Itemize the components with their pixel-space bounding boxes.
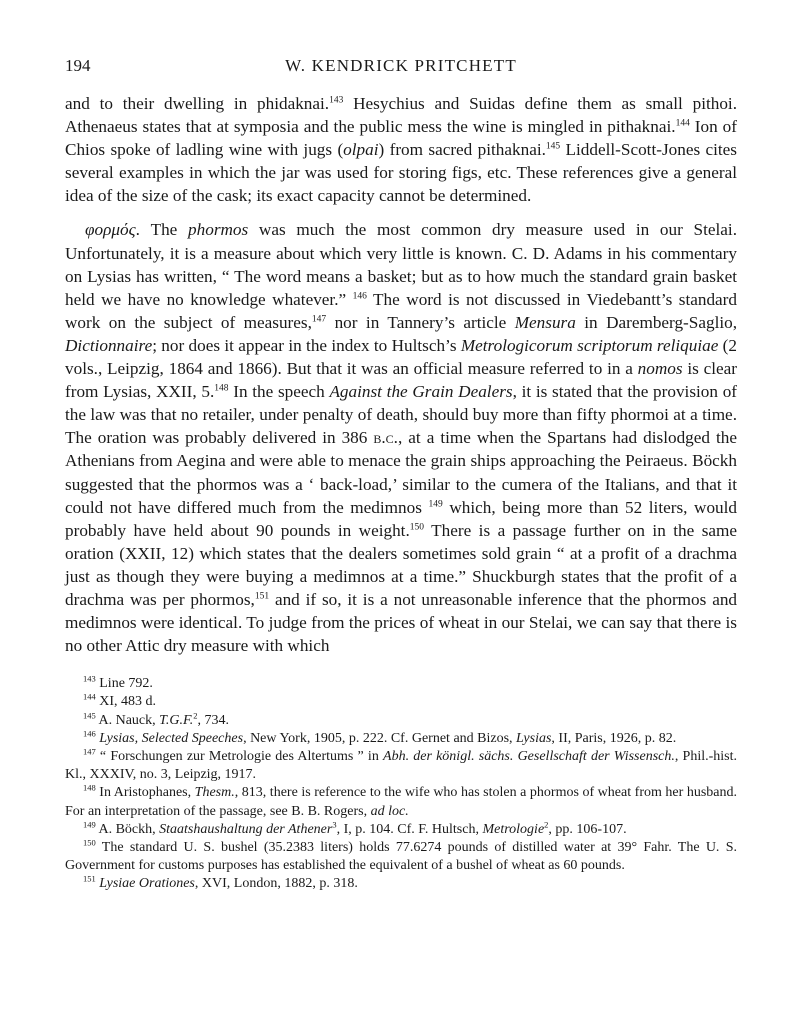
footnote-ref-148[interactable]: 148 (214, 383, 229, 394)
footnote-149: $^{149}$ A. Böckh, Staatshaushaltung der Athener$^3$, I, p. 104. Cf. F. Hultsch, Metrologie$^2$, pp. 106-107. (83, 819, 627, 837)
footnote-ref-147[interactable]: 147 (311, 314, 327, 325)
footnote-ref-145[interactable]: 145 (545, 141, 561, 152)
footnote-ref-143[interactable]: 143 (329, 95, 344, 106)
page (65, 52, 737, 894)
running-head: W. KENDRICK PRITCHETT (285, 56, 517, 75)
paragraph-1: and to their dwelling in phidaknai.$^{143}$ Hesychius and Suidas define them as small pithoi. Athenaeus states that at symposia and the public mess the wine is mingled in pithaknai.$^{144}$ Ion of Chios spoke of ladling wine with jugs (olpai) from sacred pithaknai.$^{145}$ Liddell-Scott-Jones cites several examples in which the jar was used for storing figs, etc. These references give a general idea of the size of the cask; its exact capacity cannot be determined. (65, 94, 738, 206)
footnote-146: $^{146}$ Lysias, Selected Speeches, New York, 1905, p. 222. Cf. Gernet and Bizos, Lysias, II, Paris, 1926, p. 82. (83, 728, 677, 746)
footnote-ref-149[interactable]: 149 (428, 498, 443, 509)
footnote-ref-146[interactable]: 146 (352, 291, 367, 302)
footnote-ref-151[interactable]: 151 (254, 591, 270, 602)
footnotes (65, 675, 737, 893)
footnote-ref-144[interactable]: 144 (675, 118, 690, 129)
footnote-151: $^{151}$ Lysiae Orationes, XVI, London, 1882, p. 318. (83, 873, 358, 892)
footnote-ref-150[interactable]: 150 (409, 521, 425, 532)
footnote-150: $^{150}$ The standard U. S. bushel (35.2383 liters) holds 77.6274 pounds of distilled water at 39° Fahr. The U. S. Government for customs purposes has established the equivalent of a bushel of wheat as 60 pounds. (65, 837, 737, 874)
page-header (65, 52, 737, 80)
paragraph-2: φορμός. The phormos was much the most common dry measure used in our Stelai. Unfortunately, it is a measure about which very little is known. C. D. Adams in his commentary on Lysias has written, “ The word means a basket; but as to how much the standard grain basket held we have no knowledge whatever.” $^{146}$ The word is not discussed in Viedebantt’s standard work on the subject of measures,$^{147}$ nor in Tannery’s article Mensura in Daremberg-Saglio, Dictionnaire; nor does it appear in the index to Hultsch’s Metrologicorum scriptorum reliquiae (2 vols., Leipzig, 1864 and 1866). But that it was an official measure referred to in a nomos is clear from Lysias, XXII, 5.$^{148}$ In the speech Against the Grain Dealers, it is stated that the provision of the law was that no retailer, under penalty of death, should buy more than fifty phormoi at a time. The oration was probably delivered in 386 b.c., at a time when the Spartans had dislodged the Athenians from Aegina and were able to menace the grain ships approaching the Peiraeus. Böckh suggested that the phormos was a ‘ back-load,’ similar to the cumera of the Italians, and that it could not have differed much from the medimnos $^{149}$ which, being more than 52 liters, would probably have held about 90 pounds in weight.$^{150}$ There is a passage further on in the same oration (XXII, 12) which states that the dealers sometimes sold grain “ at a profit of a drachma just as though they were buying a medimnos at a time.” Shuckburgh states that the profit of a drachma was per phormos,$^{151}$ and if so, it is a not unreasonable inference that the phormos and medimnos were identical. To judge from the prices of wheat in our Stelai, we can say that there is no other Attic dry measure with which (65, 220, 738, 656)
footnote-143: $^{143}$ Line 792. (83, 673, 153, 692)
greek-term: φορμός (85, 220, 136, 240)
main-text (65, 92, 737, 657)
footnote-147: $^{147}$ “ Forschungen zur Metrologie des Altertums ” in Abh. der königl. sächs. Gesellschaft der Wissensch., Phil.-hist. Kl., XXXIV, no. 3, Leipzig, 1917. (65, 746, 737, 783)
footnote-148: $^{148}$ In Aristophanes, Thesm., 813, there is reference to the wife who has stolen a phormos of wheat from her husband. For an interpretation of the passage, see B. B. Rogers, ad loc. (65, 782, 738, 819)
footnote-145: $^{145}$ A. Nauck, T.G.F.$^2$, 734. (83, 710, 229, 728)
footnote-144: $^{144}$ XI, 483 d. (83, 691, 157, 710)
page-number: 194 (65, 56, 91, 75)
